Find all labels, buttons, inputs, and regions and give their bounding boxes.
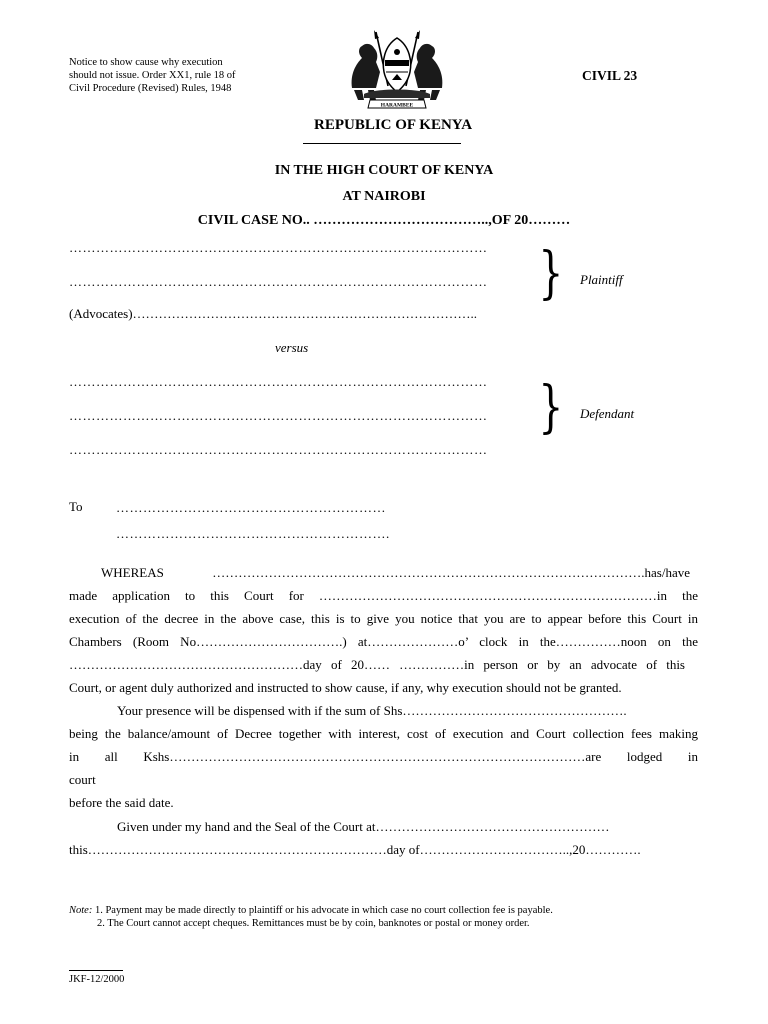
plaintiff-brace-icon: } [538,241,564,306]
addressee-line: ……………………………………………………. [116,526,390,541]
republic-title: REPUBLIC OF KENYA [314,117,473,133]
notice-heading: Notice to show cause why execution should not issue. Order XX1, rule 18 of Civil Procedure (Revised) Rules, 1948 [69,57,236,94]
defendant-line: ………………………………………………………………………………… [69,374,488,389]
kenya-coat-of-arms-icon [346,28,448,112]
defendant-line: ………………………………………………………………………………… [69,442,488,457]
body-line: made application to this Court for ……………………………………………………………………in the [69,588,698,603]
plaintiff-label: Plaintiff [580,272,623,287]
court-location: AT NAIROBI [342,189,426,204]
court-name: IN THE HIGH COURT OF KENYA [274,163,494,178]
body-line: being the balance/amount of Decree together with interest, cost of execution and Court collection fees making [69,726,698,741]
defendant-line: ………………………………………………………………………………… [69,408,488,423]
to-label: To [69,499,83,514]
title-underline [303,143,461,144]
form-code: JKF-12/2000 [69,974,125,985]
plaintiff-line: ………………………………………………………………………………… [69,274,488,289]
case-number: CIVIL CASE NO.. ………………………………..,OF 20……… [197,213,571,228]
note-label: Note: [69,905,93,916]
plaintiff-line: ………………………………………………………………………………… [69,240,488,255]
motto-text: HARAMBEE [380,102,414,109]
body-line: Given under my hand and the Seal of the Court at……………………………………………… [117,819,610,834]
body-line: ………………………………………………day of 20…… ……………in person or by an advocate of this [69,657,685,672]
advocates-line: (Advocates)…………………………………………………………………….. [69,306,478,321]
body-line: court [69,772,96,787]
body-line: in all Kshs……………………………………………………………………………………are lodged in [69,749,698,764]
body-line: before the said date. [69,795,174,810]
body-line: Chambers (Room No…………………………….) at…………………o’ clock in the……………noon on the [69,634,698,649]
defendant-brace-icon: } [538,375,564,440]
note-text: 1. Payment may be made directly to plaintiff or his advocate in which case no court collection fee is payable. [94,905,553,916]
form-number: CIVIL 23 [582,68,638,83]
addressee-line: …………………………………………………… [116,500,386,515]
footer-rule [69,970,123,971]
body-line: WHEREAS ……………………………………………………………………………………….has/have [101,565,690,580]
body-line: this……………………………………………………………day of……………………………..,20…………. [69,842,641,857]
note-line-2: 2. The Court cannot accept cheques. Remittances must be by coin, banknotes or postal or money order. [97,918,530,929]
body-line: execution of the decree in the above case, this is to give you notice that you are to appear before this Court in [69,611,698,626]
versus-label: versus [275,340,309,355]
body-line: Your presence will be dispensed with if the sum of Shs……………………………………………. [117,703,627,718]
note-line-1 [69,905,553,916]
body-line: Court, or agent duly authorized and instructed to show cause, if any, why execution should not be granted. [69,680,622,695]
defendant-label: Defendant [580,406,635,421]
